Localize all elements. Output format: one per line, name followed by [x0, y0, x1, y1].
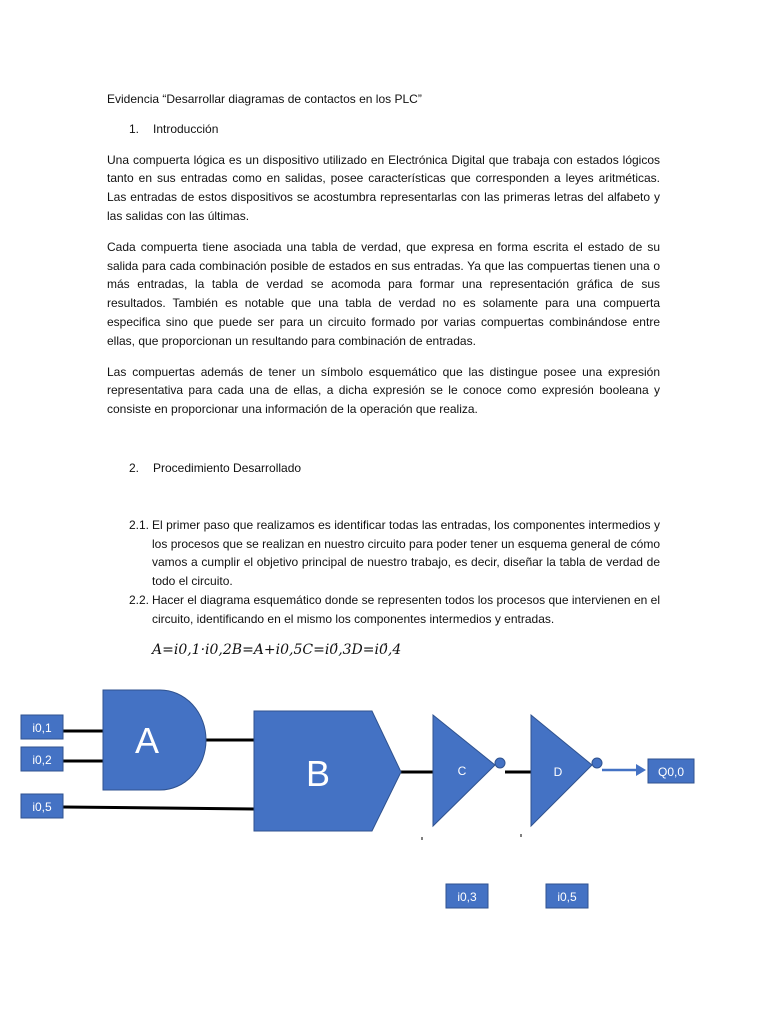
- gate-label: B: [305, 753, 331, 794]
- not-gate-c: [433, 715, 505, 826]
- document-title: Evidencia “Desarrollar diagramas de contactos en los PLC”: [107, 92, 422, 106]
- gate-label: D: [553, 765, 563, 779]
- document-body: [107, 90, 660, 629]
- label-i05-bottom: [546, 884, 588, 908]
- gate-label: C: [457, 764, 467, 778]
- intro-paragraph-3: Las compuertas además de tener un símbolo esquemático que las distingue posee una expresión representativa para cada una de ellas, a dicha expresión se le conoce como expresión booleana y consiste en proporcionar una información de la operación que realiza.: [107, 364, 660, 417]
- section-1-heading: [107, 120, 660, 139]
- intro-paragraph-1: Una compuerta lógica es un dispositivo utilizado en Electrónica Digital que trabaja con estados lógicos tanto en sus entradas como en salidas, posee características que corresponden a leyes aritméticas. Las entradas de estos dispositivos se acostumbra representarlas con las primeras letras del alfabeto y las salidas con las últimas.: [107, 152, 660, 223]
- label-i03: [446, 884, 488, 908]
- procedure-step: [107, 591, 660, 629]
- input-label: i0,1: [32, 721, 52, 735]
- gate-label: A: [134, 720, 160, 761]
- step-text: Hacer el diagrama esquemático donde se representen todos los procesos que intervienen en el circuito, identificando en el mismo los componentes intermedios y entradas.: [152, 592, 660, 626]
- section-2-title: Procedimiento Desarrollado: [153, 460, 302, 475]
- not-gate-d: [531, 715, 602, 826]
- step-text: El primer paso que realizamos es identificar todas las entradas, los componentes intermedios y los procesos que se realizan en nuestro circuito para poder tener un esquema general de cómo vamos a cumplir el objetivo principal de nuestro trabajo, es decir, diseñar la tabla de verdad de todo el circuito.: [152, 517, 660, 589]
- procedure-step: [107, 516, 660, 591]
- section-2-heading: [107, 459, 660, 478]
- boolean-formula: A=i0,1·i0,2B=A+i0,5C=i0́,3D=i0́,4: [152, 642, 402, 658]
- step-number: 2.2.: [129, 592, 150, 607]
- and-gate-a: [103, 690, 206, 790]
- section-1-number: 1.: [129, 121, 140, 136]
- section-2-number: 2.: [129, 460, 140, 475]
- procedure-steps: [107, 516, 660, 629]
- wire-i05: [63, 807, 254, 809]
- step-number: 2.1.: [129, 517, 150, 532]
- logic-circuit-diagram: [0, 680, 768, 920]
- input-i02: [21, 747, 63, 771]
- output-label: Q0,0: [657, 765, 685, 779]
- output-arrow: [602, 764, 646, 776]
- output-q00: [648, 759, 694, 783]
- input-label: i0,2: [32, 753, 52, 767]
- or-gate-b: [254, 711, 401, 831]
- section-1-title: Introducción: [153, 121, 219, 136]
- bottom-label: i0,3: [457, 890, 477, 904]
- intro-paragraph-2: Cada compuerta tiene asociada una tabla de verdad, que expresa en forma escrita el estado de su salida para cada combinación posible de estados en sus entradas. Ya que las compuertas tienen una o más entradas, la tabla de verdad se acomoda para formar una representación gráfica de sus resultados. También es notable que una tabla de verdad no es solamente para una compuerta especifica sino que puede ser para un circuito formado por varias compuertas combinándose entre ellas, que proporcionan un resultando para combinación de entradas.: [107, 239, 660, 348]
- bottom-label: i0,5: [557, 890, 577, 904]
- input-label: i0,5: [32, 800, 52, 814]
- input-i01: [21, 715, 63, 739]
- input-i05: [21, 794, 63, 818]
